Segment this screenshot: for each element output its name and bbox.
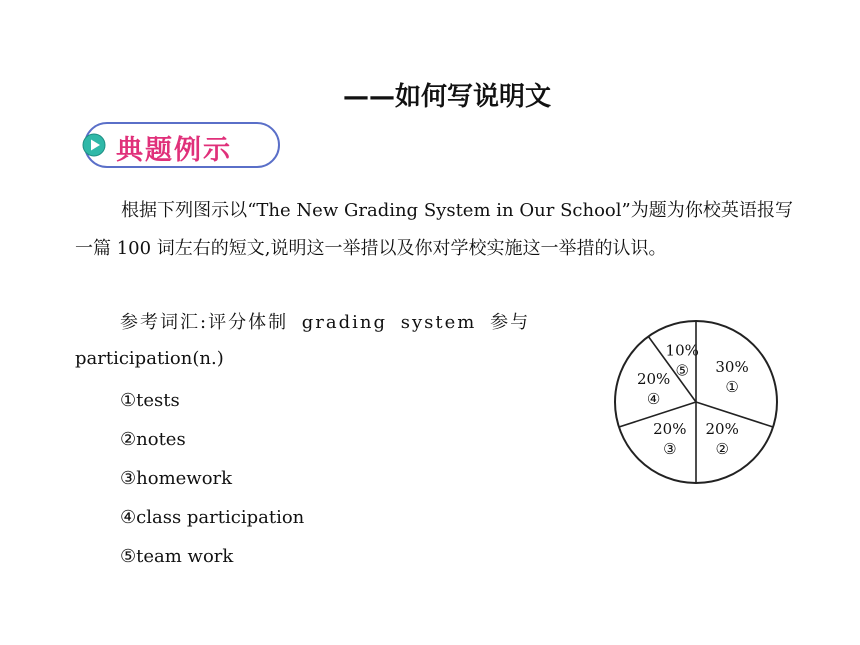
list-item: ③homework — [120, 468, 233, 489]
task-paragraph: 根据下列图示以“The New Grading System in Our School”为题为你校英语报写一篇 100 词左右的短文,说明这一举措以及你对学校实施这一举措的认识。 — [75, 200, 793, 259]
pie-slice-category-label: ⑤ — [675, 361, 689, 380]
section-banner — [84, 122, 280, 168]
page-subtitle: ——如何写说明文 — [343, 82, 552, 112]
pie-slice-value-label: 20% — [636, 370, 671, 389]
play-icon — [82, 133, 106, 157]
pie-slice-category-label: ④ — [646, 390, 661, 409]
list-item: ④class participation — [120, 507, 305, 528]
pie-slice-category-label: ② — [715, 440, 729, 459]
pie-slice-value-label: 20% — [705, 420, 739, 439]
vocabulary-line-cont: participation(n.) — [75, 348, 224, 369]
list-item: ①tests — [120, 390, 180, 411]
pie-slice-category-label: ① — [725, 377, 739, 396]
pie-slice-value-label: 30% — [715, 357, 749, 376]
banner-title: 典题例示 — [116, 135, 232, 166]
pie-slice-value-label: 10% — [665, 341, 699, 360]
vocabulary-line: 参考词汇:评分体制 grading system 参与 — [120, 312, 531, 333]
pie-chart — [606, 320, 786, 490]
list-item: ⑤team work — [120, 546, 234, 567]
pie-slice-category-label: ③ — [663, 440, 677, 459]
list-item: ②notes — [120, 429, 186, 450]
pie-slice-value-label: 20% — [653, 420, 687, 439]
